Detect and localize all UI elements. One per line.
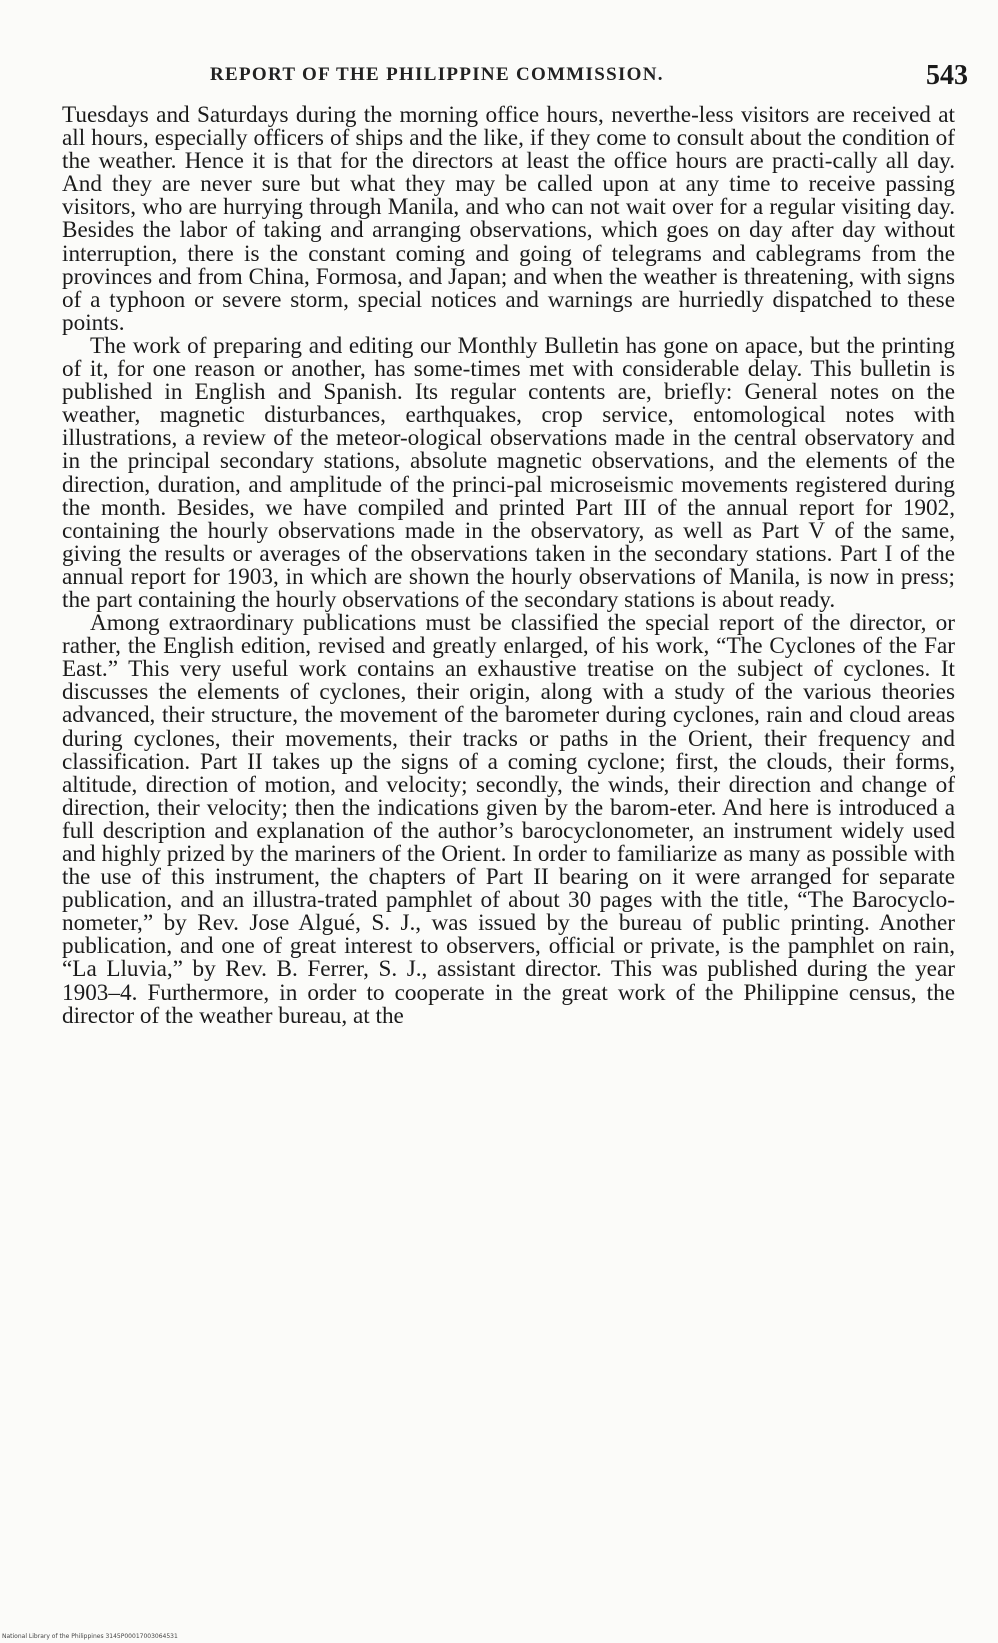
paragraph-extraordinary-publications: Among extraordinary publications must be classified the special report of the director, or rather, the English edition, revised and greatly enlarged, of his work, “The Cyclones of the Far East.” This very useful work contains an exhaustive treatise on the subject of cyclones. It discusses the elements of cyclones, their origin, along with a study of the various theories advanced, their structure, the movement of the barometer during cyclones, rain and cloud areas during cyclones, their movements, their tracks or paths in the Orient, their frequency and classification. Part II takes up the signs of a coming cyclone; first, the clouds, their forms, altitude, direction of motion, and velocity; secondly, the winds, their direction and change of direction, their velocity; then the indications given by the barom-eter. And here is introduced a full description and explanation of the author’s barocyclonometer, an instrument widely used and highly prized by the mariners of the Orient. In order to familiarize as many as possible with the use of this instrument, the chapters of Part II bearing on it were arranged for separate publication, and an illustra-trated pamphlet of about 30 pages with the title, “The Barocyclo-nometer,” by Rev. Jose Algué, S. J., was issued by the bureau of public printing. Another publication, and one of great interest to observers, official or private, is the pamphlet on rain, “La Lluvia,” by Rev. B. Ferrer, S. J., assistant director. This was published during the year 1903–4. Furthermore, in order to cooperate in the great work of the Philippine census, the director of the weather bureau, at the (62, 610, 955, 1029)
running-title: REPORT OF THE PHILIPPINE COMMISSION. (210, 64, 664, 85)
paragraph-visiting-hours: Tuesdays and Saturdays during the morning office hours, neverthe-less visitors are received at all hours, especially officers of ships and the like, if they come to consult about the condition of the weather. Hence it is that for the directors at least the office hours are practi-cally all day. And they are never sure but what they may be called upon at any time to receive passing visitors, who are hurrying through Manila, and who can not wait over for a regular visiting day. Besides the labor of taking and arranging observations, which goes on day after day without interruption, there is the constant coming and going of telegrams and cablegrams from the provinces and from China, Formosa, and Japan; and when the weather is threatening, with signs of a typhoon or severe storm, special notices and warnings are hurriedly dispatched to these points. (62, 102, 955, 336)
paragraph-monthly-bulletin: The work of preparing and editing our Monthly Bulletin has gone on apace, but the printing of it, for one reason or another, has some-times met with considerable delay. This bulletin is published in English and Spanish. Its regular contents are, briefly: General notes on the weather, magnetic disturbances, earthquakes, crop service, entomological notes with illustrations, a review of the meteor-ological observations made in the central observatory and in the principal secondary stations, absolute magnetic observations, and the elements of the direction, duration, and amplitude of the princi-pal microseismic movements registered during the month. Besides, we have compiled and printed Part III of the annual report for 1902, containing the hourly observations made in the observatory, as well as Part V of the same, giving the results or averages of the observations taken in the secondary stations. Part I of the annual report for 1903, in which are shown the hourly observations of Manila, is now in press; the part containing the hourly observations of the secondary stations is about ready. (62, 332, 955, 613)
body-text (62, 104, 955, 1028)
page-number: 543 (926, 60, 968, 91)
running-head (210, 60, 968, 100)
scan-source-label: National Library of the Philippines 3145P00017003064531 (2, 1633, 178, 1640)
